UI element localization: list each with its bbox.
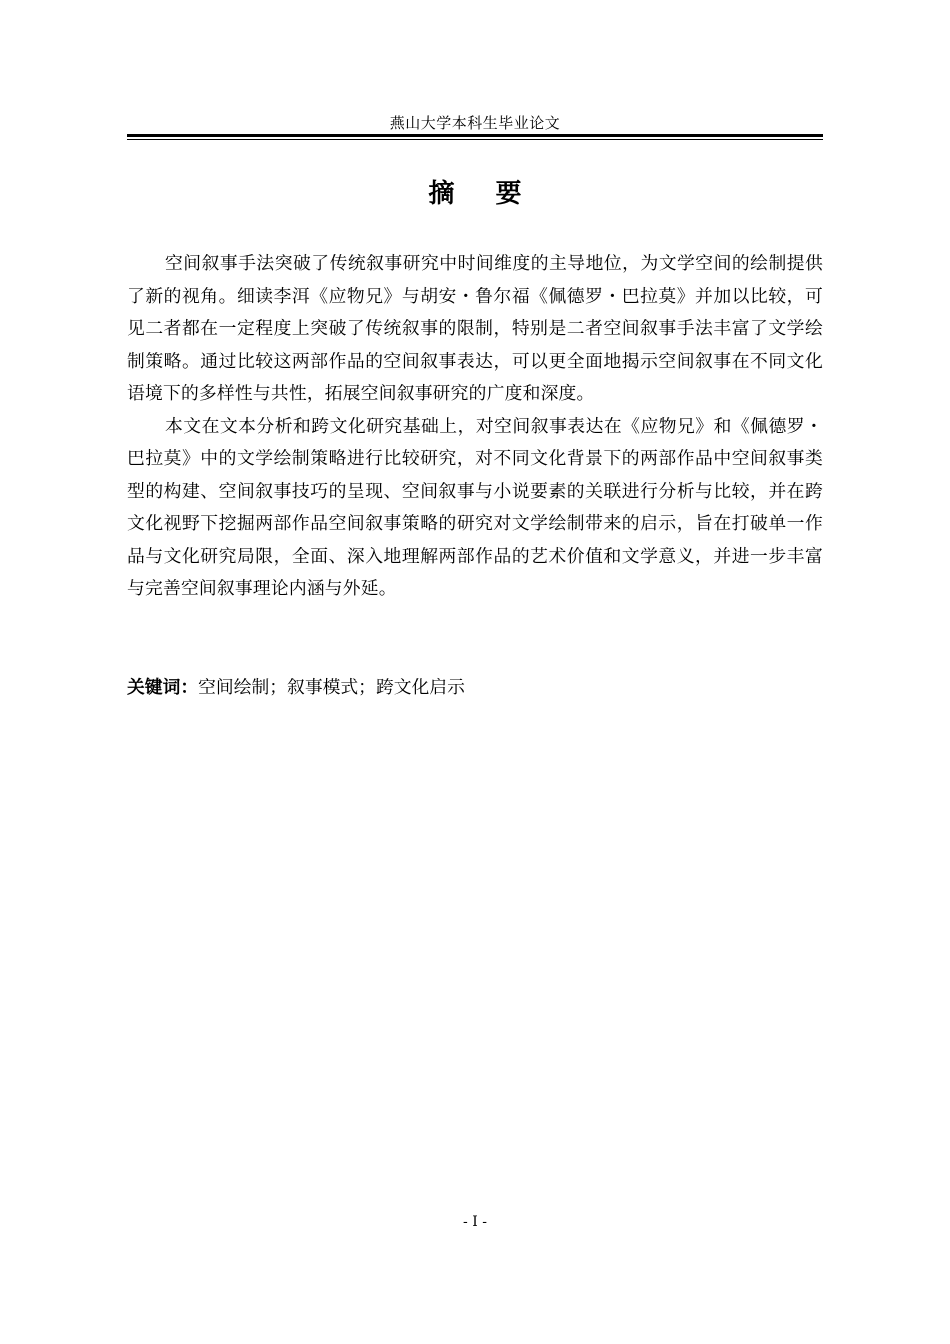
abstract-paragraph-2: 本文在文本分析和跨文化研究基础上，对空间叙事表达在《应物兄》和《佩德罗・巴拉莫》中的文学绘制策略进行比较研究，对不同文化背景下的两部作品中空间叙事类型的构建、空间叙事技巧的呈现、空间叙事与小说要素的关联进行分析与比较，并在跨文化视野下挖掘两部作品空间叙事策略的研究对文学绘制带来的启示，旨在打破单一作品与文化研究局限，全面、深入地理解两部作品的艺术价值和文学意义，并进一步丰富与完善空间叙事理论内涵与外延。 [127, 415, 823, 599]
keywords-line [127, 672, 823, 704]
header-rule-thick [127, 134, 823, 137]
keywords-label: 关键词： [127, 677, 199, 698]
abstract-title: 摘 要 [428, 179, 538, 209]
abstract-body [127, 248, 823, 606]
header-rule-thin [127, 139, 823, 140]
keywords-text: 空间绘制；叙事模式；跨文化启示 [198, 677, 465, 698]
abstract-paragraph-1: 空间叙事手法突破了传统叙事研究中时间维度的主导地位，为文学空间的绘制提供了新的视角。细读李洱《应物兄》与胡安・鲁尔福《佩德罗・巴拉莫》并加以比较，可见二者都在一定程度上突破了传统叙事的限制，特别是二者空间叙事手法丰富了文学绘制策略。通过比较这两部作品的空间叙事表达，可以更全面地揭示空间叙事在不同文化语境下的多样性与共性，拓展空间叙事研究的广度和深度。 [127, 253, 823, 404]
page-number: - I - [463, 1214, 487, 1230]
running-header: 燕山大学本科生毕业论文 [389, 114, 561, 132]
